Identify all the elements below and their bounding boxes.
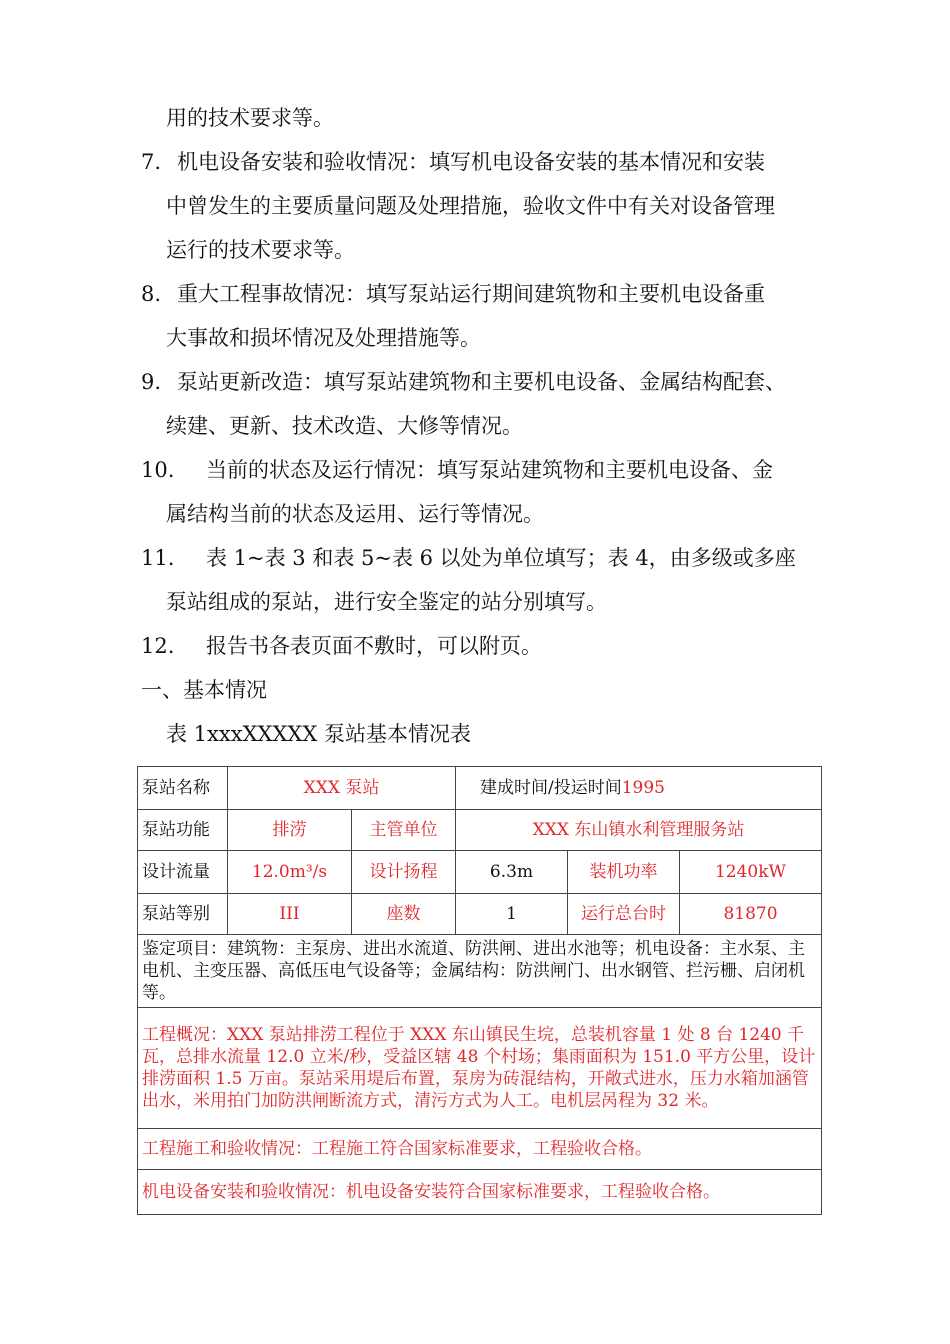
station-count-value: 1 (456, 894, 568, 935)
design-head-label: 设计扬程 (352, 851, 456, 894)
table-row (138, 894, 822, 935)
built-time-cell (456, 767, 822, 810)
design-head-value: 6.3m (456, 851, 568, 894)
item-number: 9. (141, 370, 162, 394)
station-name-label: 泵站名称 (138, 767, 228, 810)
table-row (138, 810, 822, 851)
design-flow-label: 设计流量 (138, 851, 228, 894)
item-number: 12. (141, 634, 175, 658)
text-line: 重大工程事故情况：填写泵站运行期间建筑物和主要机电设备重 (177, 282, 765, 306)
pump-station-info-table (137, 766, 822, 1215)
item-number: 7. (141, 150, 162, 174)
built-time-label: 建成时间/投运时间 (480, 778, 622, 798)
table-row (138, 1008, 822, 1129)
table-row (138, 851, 822, 894)
installed-power-value: 1240kW (680, 851, 822, 894)
table-row (138, 1170, 822, 1215)
text-line: 当前的状态及运行情况：填写泵站建筑物和主要机电设备、金 (206, 458, 773, 482)
text-line: 机电设备安装和验收情况：填写机电设备安装的基本情况和安装 (177, 150, 765, 174)
station-name-value: XXX 泵站 (228, 767, 456, 810)
authority-value: XXX 东山镇水利管理服务站 (456, 810, 822, 851)
item-number: 11. (141, 546, 175, 570)
text-line: 大事故和损坏情况及处理措施等。 (166, 326, 481, 350)
equipment-acceptance: 机电设备安装和验收情况：机电设备安装符合国家标准要求，工程验收合格。 (138, 1170, 822, 1215)
text-line: 用的技术要求等。 (166, 106, 334, 130)
design-flow-value: 12.0m³/s (228, 851, 352, 894)
table-title: 表 1xxxXXXXX 泵站基本情况表 (166, 722, 471, 746)
text-line: 报告书各表页面不敷时，可以附页。 (206, 634, 542, 658)
section-heading: 一、基本情况 (141, 678, 267, 702)
function-value: 排涝 (228, 810, 352, 851)
station-grade-value: III (228, 894, 352, 935)
appraisal-items: 鉴定项目：建筑物：主泵房、进出水流道、防洪闸、进出水池等；机电设备：主水泵、主电机、主变压器、高低压电气设备等；金属结构：防洪闸门、出水钢管、拦污栅、启闭机等。 (138, 935, 822, 1008)
text-line: 属结构当前的状态及运用、运行等情况。 (166, 502, 544, 526)
project-overview-text: XXX 泵站排涝工程位于 XXX 东山镇民生垸，总装机容量 1 处 8 台 1240 千瓦，总排水流量 12.0 立米/秒，受益区辖 48 个村场；集雨面积为 151.0 平方公里，设计排涝面积 1.5 万亩。泵站采用堤后布置，泵房为砖混结构，开敞式进水，压力水箱加涵管出水，米用拍门加防洪闸断流方式，清污方式为人工。电机层呙程为 32 米。 (142, 1025, 816, 1111)
table-row (138, 935, 822, 1008)
table-row (138, 1129, 822, 1170)
text-line: 泵站更新改造：填写泵站建筑物和主要机电设备、金属结构配套、 (177, 370, 786, 394)
construction-acceptance: 工程施工和验收情况：工程施工符合国家标准要求，工程验收合格。 (138, 1129, 822, 1170)
authority-label: 主管单位 (352, 810, 456, 851)
operating-hours-label: 运行总台时 (568, 894, 680, 935)
text-line: 泵站组成的泵站，进行安全鉴定的站分别填写。 (166, 590, 607, 614)
text-line: 表 1~表 3 和表 5~表 6 以处为单位填写；表 4，由多级或多座 (206, 546, 796, 570)
table-row (138, 767, 822, 810)
project-overview-label: 工程概况： (142, 1025, 227, 1045)
project-overview (138, 1008, 822, 1129)
built-time-value: 1995 (621, 778, 665, 798)
station-grade-label: 泵站等别 (138, 894, 228, 935)
item-number: 10. (141, 458, 175, 482)
item-number: 8. (141, 282, 162, 306)
installed-power-label: 装机功率 (568, 851, 680, 894)
station-count-label: 座数 (352, 894, 456, 935)
function-label: 泵站功能 (138, 810, 228, 851)
operating-hours-value: 81870 (680, 894, 822, 935)
text-line: 续建、更新、技术改造、大修等情况。 (166, 414, 523, 438)
text-line: 运行的技术要求等。 (166, 238, 355, 262)
text-line: 中曾发生的主要质量问题及处理措施，验收文件中有关对设备管理 (166, 194, 775, 218)
